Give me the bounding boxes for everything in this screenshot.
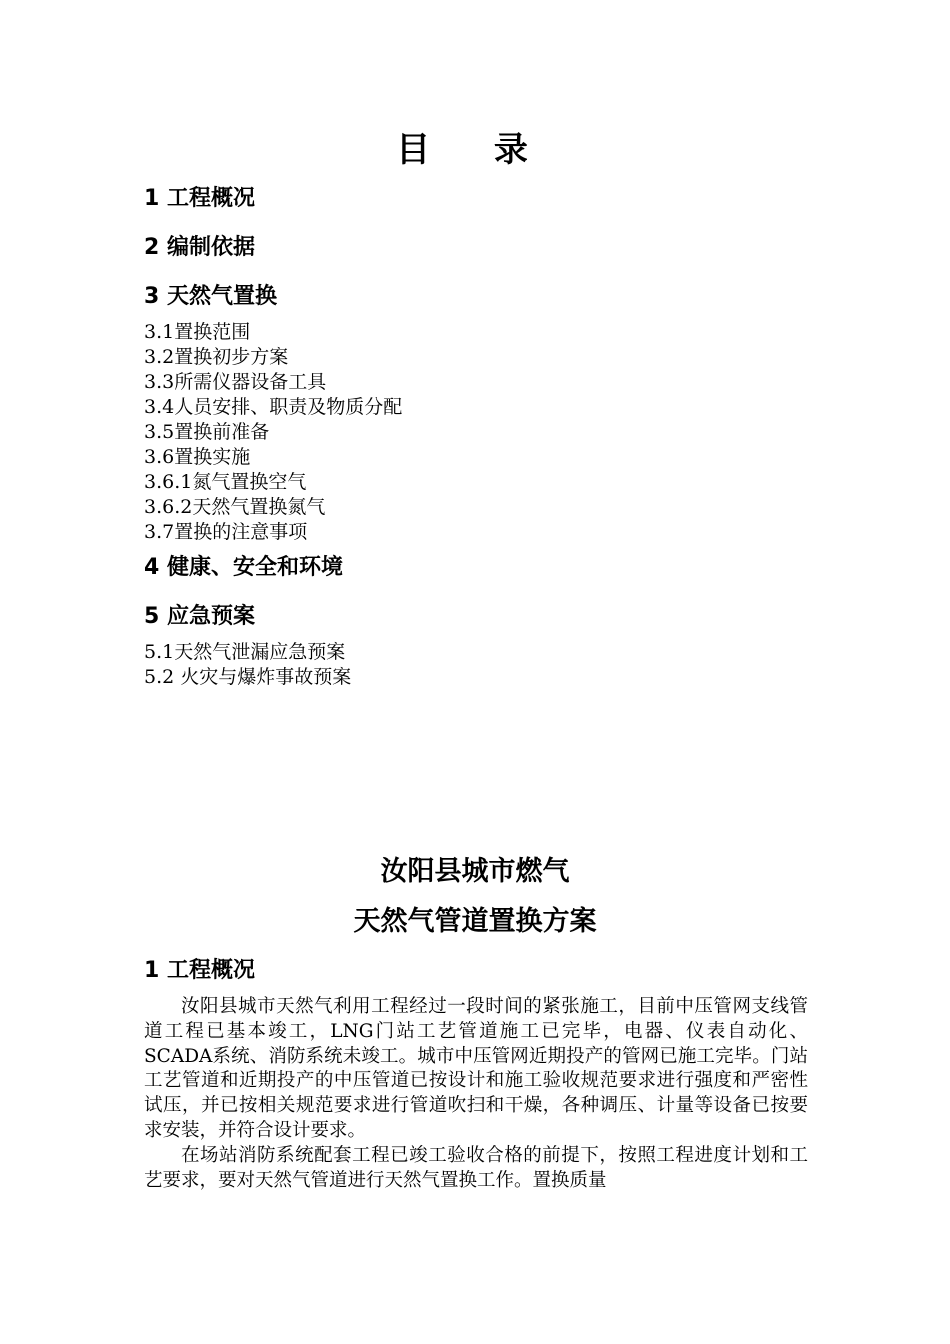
toc-subitem[interactable]: 3.6.2天然气置换氮气	[144, 496, 326, 518]
toc-subitem[interactable]: 3.3所需仪器设备工具	[144, 371, 327, 393]
table-of-contents	[144, 182, 824, 690]
toc-item[interactable]: 2 编制依据	[144, 235, 255, 260]
section-body	[144, 995, 808, 1193]
toc-subitem[interactable]: 3.2置换初步方案	[144, 346, 289, 368]
toc-item[interactable]: 5 应急预案	[144, 604, 255, 629]
toc-subitem[interactable]: 3.1置换范围	[144, 321, 251, 343]
toc-subitem[interactable]: 3.4人员安排、职责及物质分配	[144, 396, 403, 418]
toc-subitem[interactable]: 3.7置换的注意事项	[144, 521, 308, 543]
toc-subitem[interactable]: 3.5置换前准备	[144, 421, 270, 443]
document-subtitle: 天然气管道置换方案	[353, 906, 597, 937]
toc-item[interactable]: 4 健康、安全和环境	[144, 555, 343, 580]
toc-subitem[interactable]: 3.6置换实施	[144, 446, 251, 468]
paragraph: 汝阳县城市天然气利用工程经过一段时间的紧张施工，目前中压管网支线管道工程已基本竣工，LNG门站工艺管道施工已完毕，电器、仪表自动化、SCADA系统、消防系统未竣工。城市中压管网近期投产的管网已施工完毕。门站工艺管道和近期投产的中压管道已按设计和施工验收规范要求进行强度和严密性试压，并已按相关规范要求进行管道吹扫和干燥，各种调压、计量等设备已按要求安装，并符合设计要求。	[144, 996, 808, 1141]
toc-item[interactable]: 1 工程概况	[144, 186, 255, 211]
paragraph: 在场站消防系统配套工程已竣工验收合格的前提下，按照工程进度计划和工艺要求，要对天然气管道进行天然气置换工作。置换质量	[144, 1144, 808, 1191]
toc-subitem[interactable]: 5.2 火灾与爆炸事故预案	[144, 666, 352, 688]
toc-subitem[interactable]: 3.6.1氮气置换空气	[144, 471, 307, 493]
section-heading: 1 工程概况	[144, 958, 255, 983]
toc-item[interactable]: 3 天然气置换	[144, 284, 277, 309]
toc-title: 目 录	[396, 130, 554, 170]
document-title: 汝阳县城市燃气	[380, 856, 570, 887]
toc-subitem[interactable]: 5.1天然气泄漏应急预案	[144, 641, 346, 663]
